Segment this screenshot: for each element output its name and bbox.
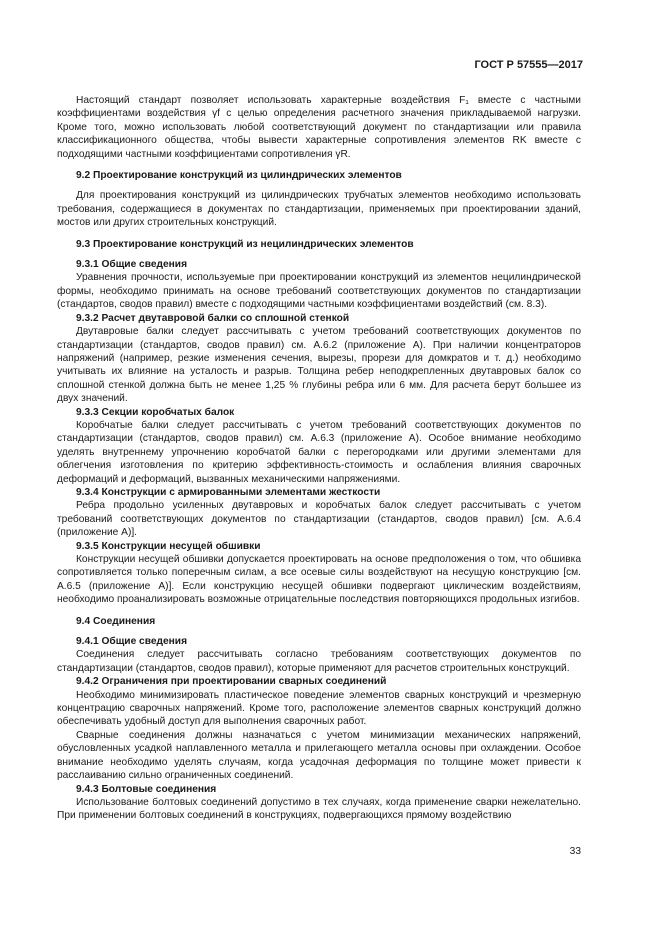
section-9-3-4-text: Ребра продольно усиленных двутавровых и коробчатых балок следует рассчитывать с учетом требований соответствующих документов по стандартизации (стандартов, сводов правил) [см. А.6.4 (приложение А)]. bbox=[57, 500, 581, 539]
document-body bbox=[57, 94, 581, 823]
section-9-2-text: Для проектирования конструкций из цилиндрических трубчатых элементов необходимо использовать требования, содержащиеся в документах по стандартизации, применяемых при проектировании зданий, мостов или других строительных конструкций. bbox=[57, 190, 581, 229]
section-9-4-1-heading: 9.4.1 Общие сведения bbox=[76, 636, 188, 648]
section-9-2-heading: 9.2 Проектирование конструкций из цилиндрических элементов bbox=[76, 170, 402, 182]
section-9-3-2-heading: 9.3.2 Расчет двутавровой балки со сплошной стенкой bbox=[76, 312, 350, 324]
section-9-4-3-text: Использование болтовых соединений допустимо в тех случаях, когда применение сварки нежелательно. При применении болтовых соединений в конструкциях, подвергающихся прямому воздействию bbox=[57, 796, 581, 822]
section-9-3-4-heading: 9.3.4 Конструкции с армированными элементами жесткости bbox=[76, 486, 381, 498]
page-number: 33 bbox=[569, 846, 581, 857]
section-9-4-2-text-1: Необходимо минимизировать пластическое поведение элементов сварных конструкций и чрезмерную концентрацию сварочных напряжений. Кроме того, расположение элементов сварных конструкций должно обеспечивать удобный доступ для выполнения сварочных работ. bbox=[57, 689, 581, 728]
section-9-4-3-heading: 9.4.3 Болтовые соединения bbox=[76, 783, 217, 795]
section-9-3-heading: 9.3 Проектирование конструкций из нецилиндрических элементов bbox=[76, 238, 414, 250]
section-9-3-1-text: Уравнения прочности, используемые при проектировании конструкций из элементов нецилиндрической формы, необходимо принимать на основе требований соответствующих документов по стандартизации (стандартов, сводов правил) вместе с подходящими частными коэффициентами воздействий (см. 8.3). bbox=[57, 272, 581, 311]
section-9-3-5-text: Конструкции несущей обшивки допускается проектировать на основе предположения о том, что обшивка сопротивляется только поперечным силам, а все осевые силы воздействуют на несущую конструкцию [см. А.6.5 (приложение А)]. Если конструкцию несущей обшивки подвергают циклическим воздействиям, необходимо проанализировать возможные отрицательные последствия повторяющихся продольных изгибов. bbox=[57, 554, 581, 606]
section-9-4-2-text-2: Сварные соединения должны назначаться с учетом минимизации механических напряжений, обусловленных усадкой наплавленного металла и прилегающего металла основы при охлаждении. Особое внимание необходимо уделять случаям, когда усадочная деформация по толщине может привести к расслаиванию сильно ограниченных соединений. bbox=[57, 729, 581, 782]
section-9-3-1-heading: 9.3.1 Общие сведения bbox=[76, 259, 188, 271]
document-header: ГОСТ Р 57555—2017 bbox=[474, 59, 583, 71]
section-9-4-heading: 9.4 Соединения bbox=[76, 615, 156, 627]
section-9-3-3-heading: 9.3.3 Секции коробчатых балок bbox=[76, 406, 235, 418]
intro-paragraph: Настоящий стандарт позволяет использовать характерные воздействия F₁ вместе с частными коэффициентами воздействия γf с целью определения расчетного значения прикладываемой нагрузки. Кроме того, можно использовать любой соответствующий документ по стандартизации или правила классификационного общества, чтобы вывести характерные сопротивления элементов RK вместе с подходящими частными коэффициентами сопротивления γR. bbox=[57, 95, 581, 160]
section-9-4-2-heading: 9.4.2 Ограничения при проектировании сварных соединений bbox=[76, 676, 387, 688]
section-9-3-5-heading: 9.3.5 Конструкции несущей обшивки bbox=[76, 540, 261, 552]
section-9-3-3-text: Коробчатые балки следует рассчитывать с учетом требований соответствующих документов по стандартизации (стандартов, сводов правил) см. А.6.3 (приложение А). Особое внимание необходимо уделять внутреннему упрочнению коробчатой балки с перегородками или другими элементами для облегчения изготовления по критерию эффективность-стоимость и ослабления влияния сварочных деформаций и деформаций, вызванных механическими напряжениями. bbox=[57, 419, 581, 485]
section-9-4-1-text: Соединения следует рассчитывать согласно требованиям соответствующих документов по стандартизации (стандартов, сводов правил), которые применяют для расчетов строительных конструкций. bbox=[57, 649, 581, 674]
section-9-3-2-text: Двутавровые балки следует рассчитывать с учетом требований соответствующих документов по стандартизации (стандартов, сводов правил) см. А.6.2 (приложение А). При наличии концентраторов напряжений (например, резкие изменения сечения, вырезы, прорези для домкратов и т. д.) необходимо учитывать их влияние на усталость и разрыв. Толщина ребер неподкрепленных двутавровых балок со сплошной стенкой должна быть не менее 1,25 % глубины ребра или 6 мм. Для расчета берут большее из двух значений. bbox=[57, 326, 581, 405]
